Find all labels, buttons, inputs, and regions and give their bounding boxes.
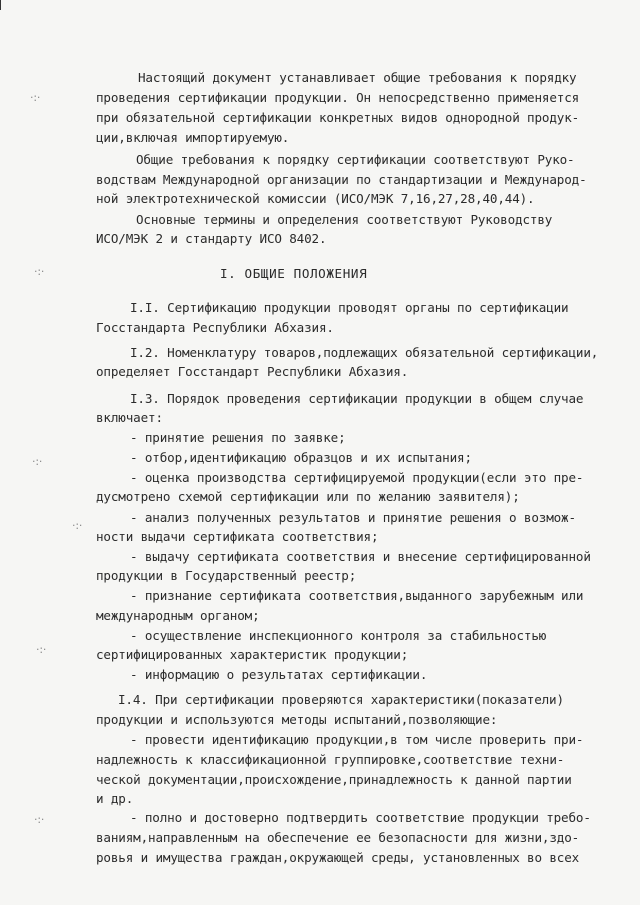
clause-line: и др. [96,791,134,806]
intro-line: при обязательной сертификации конкретных видов однородной продук- [96,110,580,125]
page-edge-mark [0,0,1,10]
clause-line: определяет Госстандарт Республики Абхазия. [96,364,409,379]
clause-line: ности выдачи сертификата соответствия; [96,529,379,544]
intro-line: Настоящий документ устанавливает общие требования к порядку [138,70,577,85]
margin-mark: ·:· [34,813,45,826]
clause-line: надлежность к классификационной группировке,соответствие техни- [96,752,565,767]
margin-mark: ·:· [32,455,43,468]
clause-line: - информацию о результатах сертификации. [130,667,428,682]
margin-mark: ·:· [72,519,83,532]
margin-mark: ·:· [36,643,47,656]
intro-line: Общие требования к порядку сертификации соответствуют Руко- [136,152,575,167]
clause-line: дусмотрено схемой сертификации или по желанию заявителя); [96,489,520,504]
clause-line: ческой документации,происхождение,принадлежность к данной партии [96,772,572,787]
margin-mark: ·:· [30,91,41,104]
clause-line: Госстандарта Республики Абхазия. [96,320,334,335]
intro-line: Основные термины и определения соответствуют Руководству [136,212,553,227]
intro-line: ИСО/МЭК 2 и стандарту ИСО 8402. [96,231,327,246]
clause-line: - осуществление инспекционного контроля за стабильностью [130,628,547,643]
clause-line: - выдачу сертификата соответствия и внесение сертифицированной [130,549,591,564]
clause-line: - признание сертификата соответствия,выданного зарубежным или [130,588,584,603]
clause-line: включает: [96,410,163,425]
clause-line: - полно и достоверно подтвердить соответствие продукции требо- [130,810,591,825]
section-title: I. ОБЩИЕ ПОЛОЖЕНИЯ [220,266,368,281]
clause-line: международным органом; [96,608,260,623]
clause-line: I.3. Порядок проведения сертификации продукции в общем случае [130,391,584,406]
clause-line: I.4. При сертификации проверяются характеристики(показатели) [118,692,564,707]
intro-line: ции,включая импортируемую. [96,130,290,145]
clause-line: продукции в Государственный реестр; [96,568,357,583]
clause-line: - анализ полученных результатов и принятие решения о возмож- [130,510,576,525]
clause-line: - провести идентификацию продукции,в том числе проверить при- [130,732,584,747]
margin-mark: ·:· [34,265,45,278]
clause-line: I.2. Номенклатуру товаров,подлежащих обязательной сертификации, [130,345,599,360]
intro-line: водствам Международной организации по стандартизации и Международ- [96,172,587,187]
intro-line: проведения сертификации продукции. Он непосредственно применяется [96,90,580,105]
clause-line: - принятие решения по заявке; [130,430,346,445]
clause-line: сертифицированных характеристик продукции; [96,647,409,662]
intro-line: ной электротехнической комиссии (ИСО/МЭК 7,16,27,28,40,44). [96,191,535,206]
clause-line: ровья и имущества граждан,окружающей среды, установленных во всех [96,850,580,865]
clause-line: ваниям,направленным на обеспечение ее безопасности для жизни,здо- [96,830,580,845]
clause-line: продукции и используются методы испытаний,позволяющие: [96,712,498,727]
clause-line: I.I. Сертификацию продукции проводят органы по сертификации [130,300,569,315]
clause-line: - оценка производства сертифицируемой продукции(если это пре- [130,470,584,485]
clause-line: - отбор,идентификацию образцов и их испытания; [130,450,472,465]
